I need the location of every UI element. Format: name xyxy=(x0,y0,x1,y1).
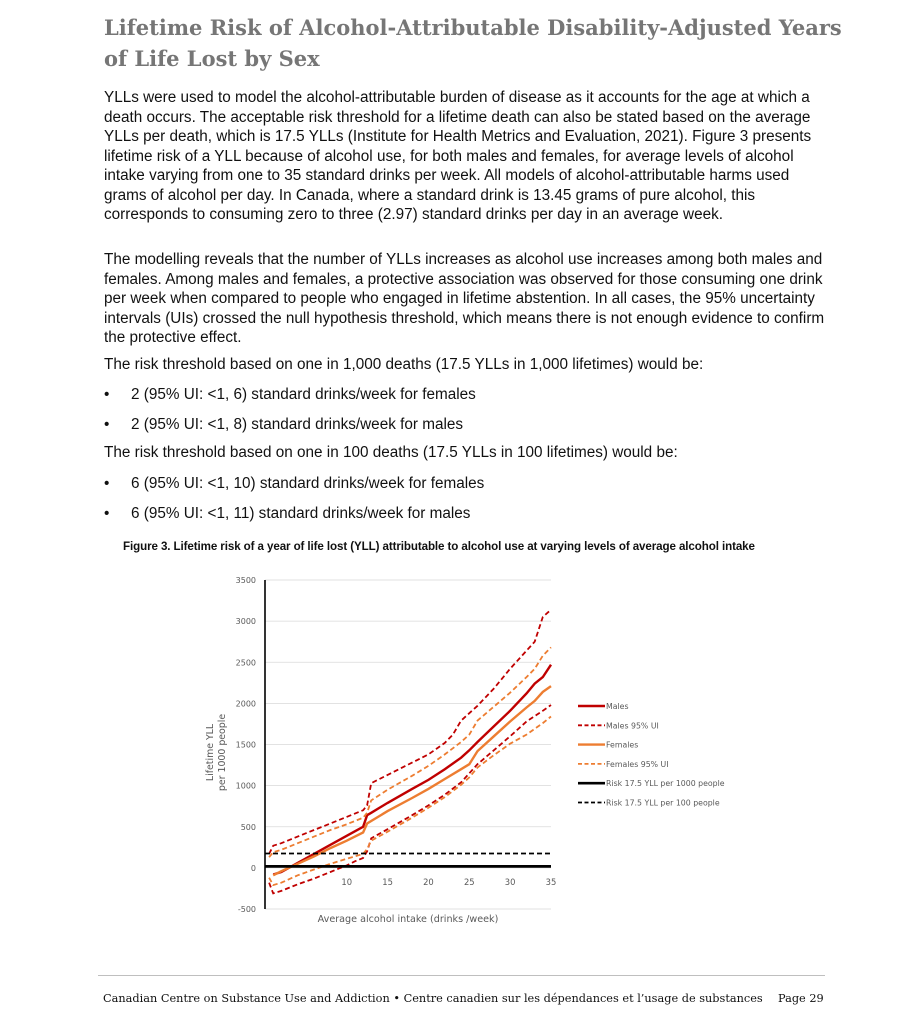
x-tick-label: 15 xyxy=(382,876,393,887)
series-line xyxy=(269,610,551,854)
bullet-glyph: • xyxy=(104,386,110,403)
legend-label: Risk 17.5 YLL per 100 people xyxy=(606,798,720,808)
y-tick-label: 2500 xyxy=(235,658,256,668)
y-tick-label: 0 xyxy=(250,863,256,873)
paragraph-yll-intro: YLLs were used to model the alcohol-attributable burden of disease as it accounts for the age at which a death occurs. The acceptable risk threshold for a lifetime death can also be stated based on the average YLLs per death, which is 17.5 YLLs (Institute for Health Metrics and Evaluation, 2021). Figure 3 presents lifetime risk of a YLL because of alcohol use, for both males and females, for average levels of alcohol intake varying from one to 35 standard drinks per week. All models of alcohol-attributable harms used grams of alcohol per day. In Canada, where a standard drink is 13.45 grams of pure alcohol, this corresponds to consuming zero to three (2.97) standard drinks per day in an average week. xyxy=(104,89,812,223)
x-tick-label: 30 xyxy=(504,876,516,887)
x-axis-label: Average alcohol intake (drinks /week) xyxy=(317,914,499,925)
paragraph-modelling: The modelling reveals that the number of YLLs increases as alcohol use increases among both males and females. Among males and females, a protective association was observed for those consuming one drink per week when compared to people who engaged in lifetime abstention. In all cases, the 95% uncertainty intervals (UIs) crossed the null hypothesis threshold, which means there is not enough evidence to confirm the protective effect. xyxy=(104,251,825,346)
footer-divider xyxy=(98,975,825,976)
legend xyxy=(578,702,725,808)
y-tick-label: 1000 xyxy=(235,781,256,791)
legend-label: Females xyxy=(606,740,639,750)
series-lines xyxy=(265,610,551,894)
page-number: Page 29 xyxy=(778,992,824,1005)
y-tick-label: 2000 xyxy=(235,699,256,709)
yll-line-chart xyxy=(195,566,775,936)
y-axis-label: per 1000 people xyxy=(217,713,228,792)
y-tick-label: 500 xyxy=(240,822,256,832)
list-item-text: 6 (95% UI: <1, 10) standard drinks/week for females xyxy=(131,475,485,492)
y-tick-label: 3000 xyxy=(235,617,256,627)
legend-label: Females 95% UI xyxy=(606,759,669,769)
series-line xyxy=(269,647,551,857)
x-tick-label: 35 xyxy=(545,876,557,887)
x-tick-label: 20 xyxy=(423,876,434,887)
legend-label: Risk 17.5 YLL per 1000 people xyxy=(606,779,725,789)
x-tick-label: 10 xyxy=(341,876,353,887)
legend-label: Males 95% UI xyxy=(606,721,659,731)
y-axis-ticks xyxy=(236,576,256,914)
list-item-text: 6 (95% UI: <1, 11) standard drinks/week for males xyxy=(131,505,471,522)
y-tick-label: -500 xyxy=(237,905,256,914)
list-item-text: 2 (95% UI: <1, 8) standard drinks/week for males xyxy=(131,416,464,433)
y-tick-label: 1500 xyxy=(235,740,256,750)
series-line xyxy=(273,686,551,875)
x-axis-ticks xyxy=(341,877,556,887)
list-item-text: 2 (95% UI: <1, 6) standard drinks/week for females xyxy=(131,386,476,403)
section-heading: Lifetime Risk of Alcohol-Attributable Disability-Adjusted Years of Life Lost by Sex xyxy=(104,15,842,71)
bullet-glyph: • xyxy=(104,416,110,433)
series-line xyxy=(269,717,551,886)
y-tick-label: 3500 xyxy=(235,576,256,585)
bullet-glyph: • xyxy=(104,475,110,492)
x-tick-label: 25 xyxy=(463,876,475,887)
paragraph-threshold-1000: The risk threshold based on one in 1,000 deaths (17.5 YLLs in 1,000 lifetimes) would be: xyxy=(104,356,704,373)
footer-organization: Canadian Centre on Substance Use and Addiction • Centre canadien sur les dépendances et l’usage de substances xyxy=(103,992,763,1005)
series-line xyxy=(273,665,551,875)
figure-caption: Figure 3. Lifetime risk of a year of life lost (YLL) attributable to alcohol use at varying levels of average alcohol intake xyxy=(123,540,755,553)
legend-label: Males xyxy=(606,702,629,711)
y-axis-label: Lifetime YLL xyxy=(205,723,216,782)
bullet-glyph: • xyxy=(104,505,110,522)
paragraph-threshold-100: The risk threshold based on one in 100 deaths (17.5 YLLs in 100 lifetimes) would be: xyxy=(104,444,678,461)
